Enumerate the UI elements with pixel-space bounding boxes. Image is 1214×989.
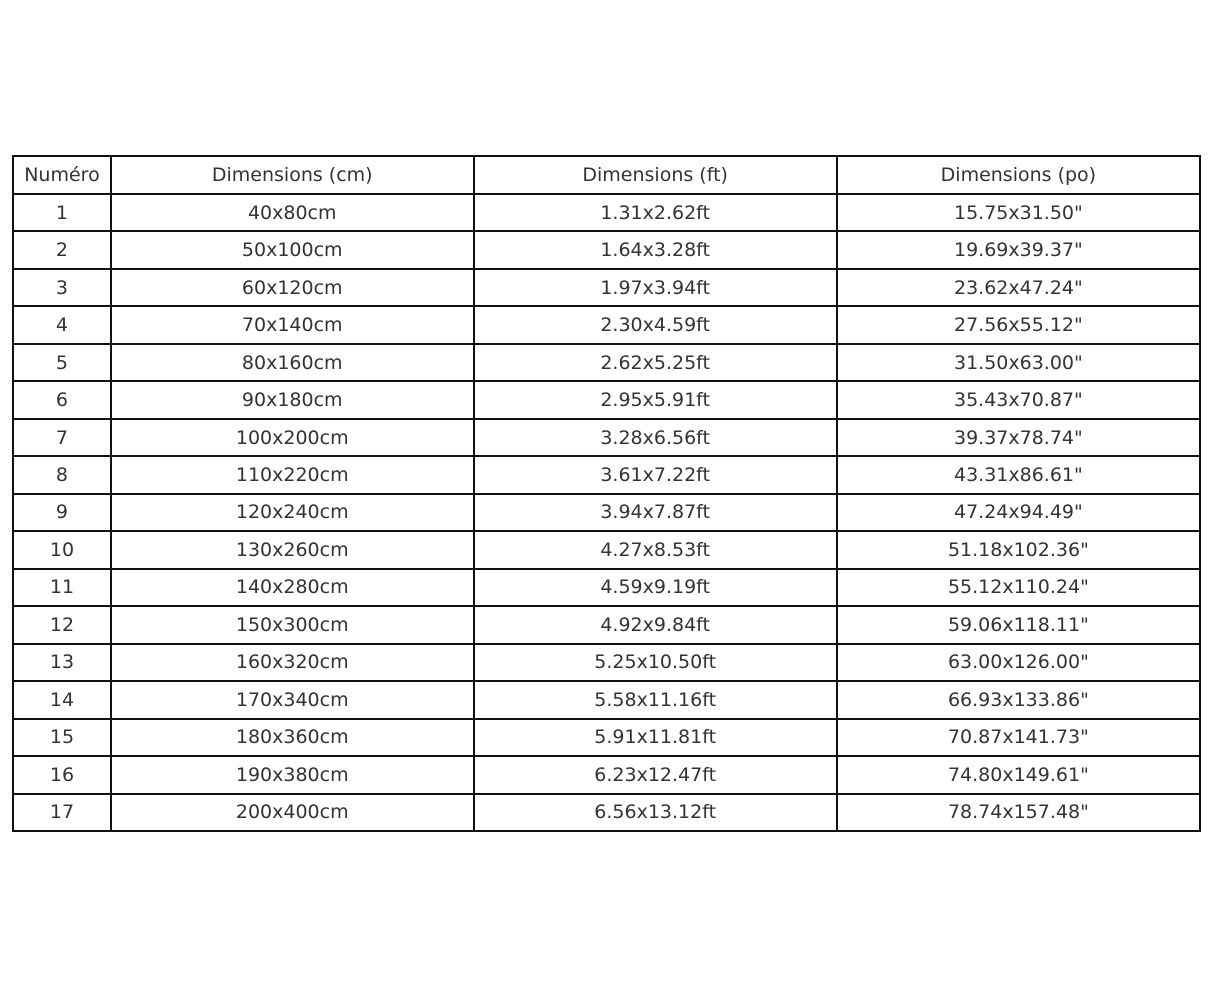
row-number-cell: 13 xyxy=(13,644,111,681)
row-number-cell: 1 xyxy=(13,194,111,231)
row-number-cell: 3 xyxy=(13,269,111,306)
dimension-po-cell: 51.18x102.36" xyxy=(837,531,1200,568)
dimension-cm-cell: 180x360cm xyxy=(111,719,474,756)
dimension-cm-cell: 50x100cm xyxy=(111,231,474,268)
dimension-po-cell: 74.80x149.61" xyxy=(837,756,1200,793)
dimension-po-cell: 23.62x47.24" xyxy=(837,269,1200,306)
dimensions-conversion-table xyxy=(12,155,1201,832)
row-number-cell: 14 xyxy=(13,681,111,718)
column-header-po: Dimensions (po) xyxy=(837,156,1200,194)
dimension-po-cell: 35.43x70.87" xyxy=(837,381,1200,418)
table-row xyxy=(13,269,1200,306)
dimension-po-cell: 70.87x141.73" xyxy=(837,719,1200,756)
row-number-cell: 12 xyxy=(13,606,111,643)
dimension-ft-cell: 4.27x8.53ft xyxy=(474,531,837,568)
dimension-po-cell: 43.31x86.61" xyxy=(837,456,1200,493)
dimension-cm-cell: 200x400cm xyxy=(111,794,474,832)
dimension-po-cell: 47.24x94.49" xyxy=(837,494,1200,531)
row-number-cell: 2 xyxy=(13,231,111,268)
dimension-cm-cell: 110x220cm xyxy=(111,456,474,493)
row-number-cell: 10 xyxy=(13,531,111,568)
table-row xyxy=(13,794,1200,832)
dimension-po-cell: 19.69x39.37" xyxy=(837,231,1200,268)
table-row xyxy=(13,531,1200,568)
table-row xyxy=(13,494,1200,531)
table-row xyxy=(13,681,1200,718)
dimension-ft-cell: 3.94x7.87ft xyxy=(474,494,837,531)
dimension-ft-cell: 6.23x12.47ft xyxy=(474,756,837,793)
row-number-cell: 16 xyxy=(13,756,111,793)
table-row xyxy=(13,194,1200,231)
row-number-cell: 9 xyxy=(13,494,111,531)
dimension-cm-cell: 190x380cm xyxy=(111,756,474,793)
dimension-cm-cell: 90x180cm xyxy=(111,381,474,418)
dimension-cm-cell: 140x280cm xyxy=(111,569,474,606)
dimension-cm-cell: 70x140cm xyxy=(111,306,474,343)
row-number-cell: 5 xyxy=(13,344,111,381)
row-number-cell: 4 xyxy=(13,306,111,343)
row-number-cell: 11 xyxy=(13,569,111,606)
dimension-ft-cell: 5.91x11.81ft xyxy=(474,719,837,756)
table-row xyxy=(13,456,1200,493)
dimension-cm-cell: 40x80cm xyxy=(111,194,474,231)
table-row xyxy=(13,344,1200,381)
dimension-ft-cell: 2.95x5.91ft xyxy=(474,381,837,418)
dimension-po-cell: 59.06x118.11" xyxy=(837,606,1200,643)
dimension-ft-cell: 5.25x10.50ft xyxy=(474,644,837,681)
dimension-cm-cell: 130x260cm xyxy=(111,531,474,568)
dimension-po-cell: 27.56x55.12" xyxy=(837,306,1200,343)
dimension-po-cell: 31.50x63.00" xyxy=(837,344,1200,381)
dimension-po-cell: 63.00x126.00" xyxy=(837,644,1200,681)
dimension-ft-cell: 2.62x5.25ft xyxy=(474,344,837,381)
dimension-po-cell: 78.74x157.48" xyxy=(837,794,1200,832)
dimension-cm-cell: 150x300cm xyxy=(111,606,474,643)
row-number-cell: 7 xyxy=(13,419,111,456)
row-number-cell: 17 xyxy=(13,794,111,832)
dimension-cm-cell: 170x340cm xyxy=(111,681,474,718)
dimension-po-cell: 15.75x31.50" xyxy=(837,194,1200,231)
table-row xyxy=(13,381,1200,418)
dimension-ft-cell: 6.56x13.12ft xyxy=(474,794,837,832)
table-row xyxy=(13,644,1200,681)
dimension-po-cell: 55.12x110.24" xyxy=(837,569,1200,606)
column-header-ft: Dimensions (ft) xyxy=(474,156,837,194)
table-row xyxy=(13,306,1200,343)
table-row xyxy=(13,419,1200,456)
dimension-ft-cell: 1.31x2.62ft xyxy=(474,194,837,231)
dimension-ft-cell: 4.92x9.84ft xyxy=(474,606,837,643)
table-row xyxy=(13,719,1200,756)
dimension-cm-cell: 160x320cm xyxy=(111,644,474,681)
dimension-ft-cell: 1.64x3.28ft xyxy=(474,231,837,268)
table-row xyxy=(13,756,1200,793)
dimension-ft-cell: 4.59x9.19ft xyxy=(474,569,837,606)
dimension-ft-cell: 1.97x3.94ft xyxy=(474,269,837,306)
dimension-cm-cell: 80x160cm xyxy=(111,344,474,381)
row-number-cell: 15 xyxy=(13,719,111,756)
table-row xyxy=(13,231,1200,268)
dimension-ft-cell: 3.61x7.22ft xyxy=(474,456,837,493)
row-number-cell: 8 xyxy=(13,456,111,493)
row-number-cell: 6 xyxy=(13,381,111,418)
dimension-po-cell: 39.37x78.74" xyxy=(837,419,1200,456)
dimension-ft-cell: 3.28x6.56ft xyxy=(474,419,837,456)
dimensions-table-container xyxy=(12,155,1201,832)
dimension-ft-cell: 2.30x4.59ft xyxy=(474,306,837,343)
column-header-cm: Dimensions (cm) xyxy=(111,156,474,194)
dimension-po-cell: 66.93x133.86" xyxy=(837,681,1200,718)
table-row xyxy=(13,606,1200,643)
dimension-cm-cell: 120x240cm xyxy=(111,494,474,531)
column-header-numero: Numéro xyxy=(13,156,111,194)
header-row xyxy=(13,156,1200,194)
dimension-ft-cell: 5.58x11.16ft xyxy=(474,681,837,718)
table-row xyxy=(13,569,1200,606)
dimension-cm-cell: 60x120cm xyxy=(111,269,474,306)
dimension-cm-cell: 100x200cm xyxy=(111,419,474,456)
